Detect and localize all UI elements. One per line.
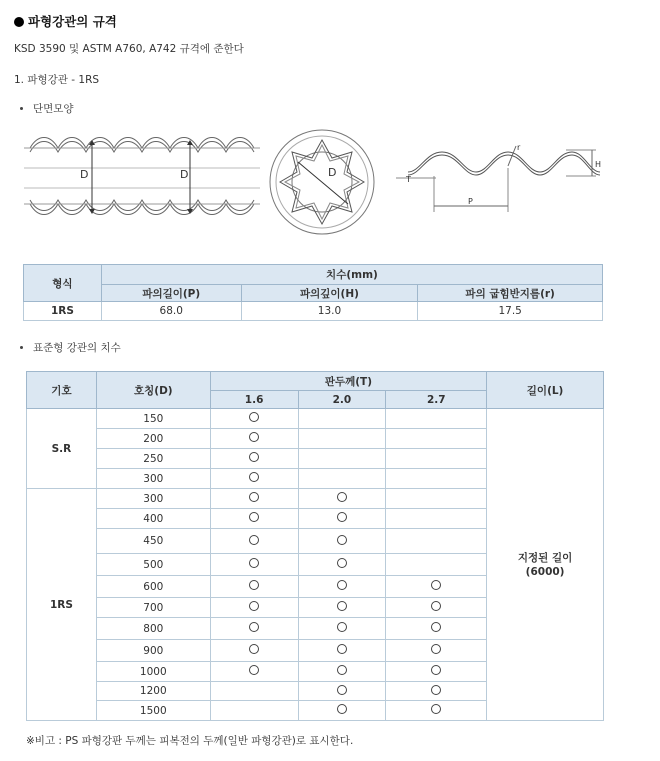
thickness-cell [298,409,386,429]
thickness-cell [298,529,386,554]
wave-detail-diagram [396,140,606,220]
thickness-cell [386,489,487,509]
thickness-cell [298,576,386,598]
thickness-cell [210,701,298,721]
nominal-cell: 200 [96,429,210,449]
nominal-cell: 1000 [96,662,210,682]
available-circle-icon [337,644,347,654]
nominal-cell: 300 [96,489,210,509]
thickness-cell [210,449,298,469]
bullet-dims [14,340,121,355]
bullet-profile-label: 단면모양 [33,103,74,115]
available-circle-icon [431,580,441,590]
thickness-cell [298,682,386,701]
length-cell [487,409,604,721]
depth-label: H [595,160,602,169]
row-type: 1RS [24,302,102,321]
available-circle-icon [337,704,347,714]
thickness-cell [298,509,386,529]
thickness-cell [298,701,386,721]
nominal-cell: 800 [96,618,210,640]
available-circle-icon [431,704,441,714]
available-circle-icon [249,535,259,545]
thickness-cell [298,554,386,576]
cross-section-diagram [262,124,382,244]
thickness-cell [386,701,487,721]
nominal-cell: 250 [96,449,210,469]
standard-text: KSD 3590 및 ASTM A760, A742 규격에 준한다 [14,43,244,55]
thickness-cell [386,662,487,682]
title-text: 파형강관의 규격 [28,14,117,29]
nominal-cell: 700 [96,598,210,618]
thickness-cell [298,449,386,469]
thickness-cell [386,598,487,618]
nominal-cell: 1200 [96,682,210,701]
available-circle-icon [337,512,347,522]
bullet-dot-icon [20,346,23,349]
thickness-cell [210,662,298,682]
available-circle-icon [249,512,259,522]
thickness-cell [210,429,298,449]
available-circle-icon [337,535,347,545]
thickness-cell [298,662,386,682]
diameter-label-3: D [328,166,337,179]
available-circle-icon [249,644,259,654]
nominal-cell: 900 [96,640,210,662]
thickness-cell [386,576,487,598]
code-cell: S.R [27,409,97,489]
thickness-cell [210,618,298,640]
available-circle-icon [337,601,347,611]
thickness-cell [386,554,487,576]
thickness-cell [386,469,487,489]
code-cell: 1RS [27,489,97,721]
header-thickness-3: 2.7 [386,391,487,409]
title-bullet-icon [14,17,24,27]
thickness-cell [210,598,298,618]
diameter-label-2: D [180,168,189,181]
thickness-cell [386,682,487,701]
thickness-cell [210,469,298,489]
header-nominal: 호칭(D) [96,372,210,409]
thickness-cell [298,429,386,449]
radius-label: r [517,143,521,152]
available-circle-icon [249,558,259,568]
header-type: 형식 [24,265,102,302]
row-depth: 13.0 [241,302,418,321]
available-circle-icon [337,558,347,568]
longitudinal-section-diagram [24,128,260,224]
length-value: (6000) [525,565,565,578]
available-circle-icon [249,412,259,422]
thickness-cell [298,618,386,640]
available-circle-icon [431,685,441,695]
nominal-cell: 450 [96,529,210,554]
nominal-cell: 600 [96,576,210,598]
header-thickness-1: 1.6 [210,391,298,409]
available-circle-icon [337,622,347,632]
thickness-cell [210,489,298,509]
section-heading: 1. 파형강관 - 1RS [14,74,100,86]
nominal-cell: 500 [96,554,210,576]
profile-table [23,264,603,321]
header-pitch: 파의길이(P) [101,285,241,302]
header-thickness-2: 2.0 [298,391,386,409]
available-circle-icon [249,432,259,442]
available-circle-icon [249,580,259,590]
note-text: ※비고 : PS 파형강판 두께는 피복전의 두께(일반 파형강관)로 표시한다. [26,735,354,747]
thickness-cell [210,682,298,701]
thickness-cell [210,640,298,662]
available-circle-icon [249,492,259,502]
diameter-label-1: D [80,168,89,181]
thickness-cell [386,640,487,662]
header-dims: 치수(mm) [101,265,602,285]
available-circle-icon [337,580,347,590]
available-circle-icon [431,665,441,675]
thickness-cell [298,598,386,618]
available-circle-icon [249,472,259,482]
thickness-cell [210,576,298,598]
pitch-label: P [468,197,473,206]
bullet-profile [14,101,74,116]
thickness-cell [386,449,487,469]
header-code: 기호 [27,372,97,409]
header-thickness: 판두께(T) [210,372,486,391]
available-circle-icon [431,601,441,611]
table-row [27,409,604,429]
thickness-cell [386,409,487,429]
available-circle-icon [249,622,259,632]
header-depth: 파의깊이(H) [241,285,418,302]
thickness-cell [298,489,386,509]
available-circle-icon [249,601,259,611]
nominal-cell: 1500 [96,701,210,721]
header-radius: 파의 굽힘반지름(r) [418,285,603,302]
bullet-dims-label: 표준형 강관의 치수 [33,342,121,354]
length-text: 지정된 길이 [517,551,573,564]
thickness-cell [210,554,298,576]
row-pitch: 68.0 [101,302,241,321]
dimensions-table [26,371,604,721]
nominal-cell: 150 [96,409,210,429]
row-radius: 17.5 [418,302,603,321]
bullet-dot-icon [20,107,23,110]
available-circle-icon [249,665,259,675]
available-circle-icon [337,665,347,675]
nominal-cell: 400 [96,509,210,529]
thickness-cell [386,429,487,449]
thickness-cell [386,618,487,640]
thickness-label: T [406,175,411,184]
page-title [14,12,117,30]
thickness-cell [298,469,386,489]
header-length: 길이(L) [487,372,604,409]
thickness-cell [210,409,298,429]
thickness-cell [210,529,298,554]
available-circle-icon [431,622,441,632]
thickness-cell [386,529,487,554]
available-circle-icon [337,492,347,502]
available-circle-icon [337,685,347,695]
nominal-cell: 300 [96,469,210,489]
thickness-cell [210,509,298,529]
thickness-cell [298,640,386,662]
thickness-cell [386,509,487,529]
available-circle-icon [431,644,441,654]
available-circle-icon [249,452,259,462]
